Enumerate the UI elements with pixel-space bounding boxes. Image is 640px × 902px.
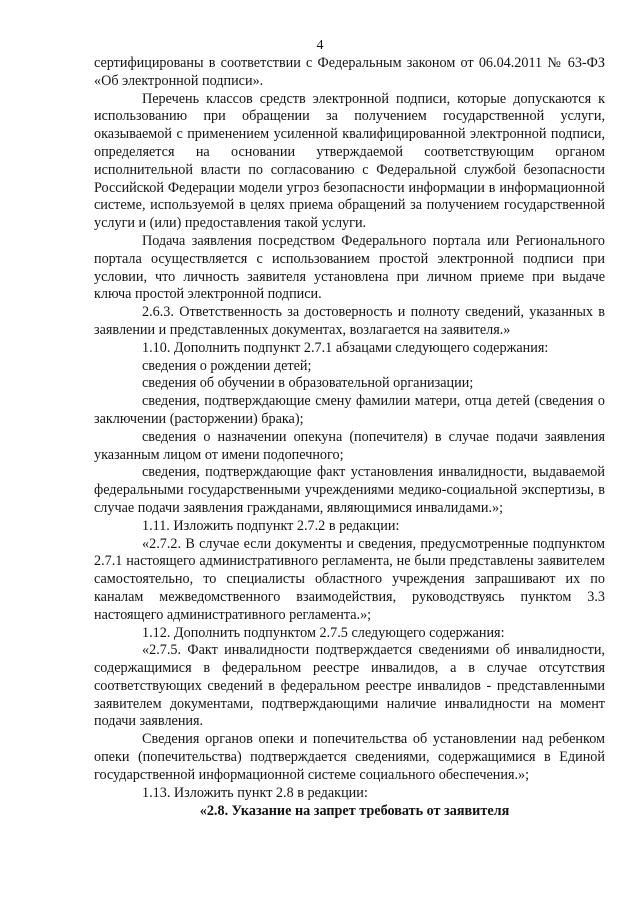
document-body <box>94 55 605 821</box>
paragraph-2-7-5: «2.7.5. Факт инвалидности подтверждается сведениями об инвалидности, содержащимися в федеральном реестре инвалидов, а в случае отсутствия соответствующих сведений в федеральном реестре инвалидов - представленными заявителем документами, подтверждающими наличие инвалидности на момент подачи заявления. <box>94 642 605 730</box>
paragraph-surname-change: сведения, подтверждающие смену фамилии матери, отца детей (сведения о заключении (расторжении) брака); <box>94 393 605 427</box>
paragraph-1-13: 1.13. Изложить пункт 2.8 в редакции: <box>142 784 368 801</box>
paragraph-2-6-3: 2.6.3. Ответственность за достоверность и полноту сведений, указанных в заявлении и представленных документах, возлагается на заявителя.» <box>94 304 605 338</box>
paragraph-disability-info: сведения, подтверждающие факт установления инвалидности, выдаваемой федеральными государственными учреждениями медико-социальной экспертизы, в случае подачи заявления гражданами, являющимися инвалидами.»; <box>94 464 605 516</box>
paragraph-portal-submission: Подача заявления посредством Федерального портала или Регионального портала осуществляется с использованием простой электронной подписи при условии, что личность заявителя установлена при личном приеме при выдаче ключа простой электронной подписи. <box>94 232 605 303</box>
paragraph-guardian-info: сведения о назначении опекуна (попечителя) в случае подачи заявления указанным лицом от имени подопечного; <box>94 428 605 463</box>
paragraph-1-12: 1.12. Дополнить подпунктом 2.7.5 следующего содержания: <box>142 624 505 641</box>
paragraph-education-info: сведения об обучении в образовательной организации; <box>142 375 474 392</box>
paragraph-guardianship-info: Сведения органов опеки и попечительства об установлении над ребенком опеки (попечительства) подтверждается сведениями, содержащимися в Единой государственной информационной системе социального обеспечения.»; <box>94 731 605 783</box>
paragraph-1-10: 1.10. Дополнить подпункт 2.7.1 абзацами следующего содержания: <box>142 339 549 356</box>
paragraph-2-7-2: «2.7.2. В случае если документы и сведения, предусмотренные подпунктом 2.7.1 настоящего административного регламента, не были представлены заявителем самостоятельно, то специалисты областного учреждения запрашивают их по каналам межведомственного взаимодействия, руководствуясь пунктом 3.3 настоящего административного регламента.»; <box>94 535 605 623</box>
page-number: 4 <box>316 38 324 53</box>
paragraph-birth-info: сведения о рождении детей; <box>142 357 312 374</box>
paragraph-signature-classes: Перечень классов средств электронной подписи, которые допускаются к использованию при обращении за получением государственной услуги, оказываемой с применением усиленной квалифицированной электронной подписи, определяется на основании утверждаемой соответствующим органом исполнительной власти по согласованию с Федеральной службой безопасности Российской Федерации модели угроз безопасности информации в информационной системе, используемой в целях приема обращений за получением государственной услуги и (или) предоставления такой услуги. <box>94 90 605 232</box>
paragraph-1-11: 1.11. Изложить подпункт 2.7.2 в редакции: <box>142 517 400 534</box>
paragraph-continuation: сертифицированы в соответствии с Федеральным законом от 06.04.2011 № 63-ФЗ «Об электронной подписи». <box>94 55 605 89</box>
section-heading: «2.8. Указание на запрет требовать от заявителя <box>199 803 510 820</box>
